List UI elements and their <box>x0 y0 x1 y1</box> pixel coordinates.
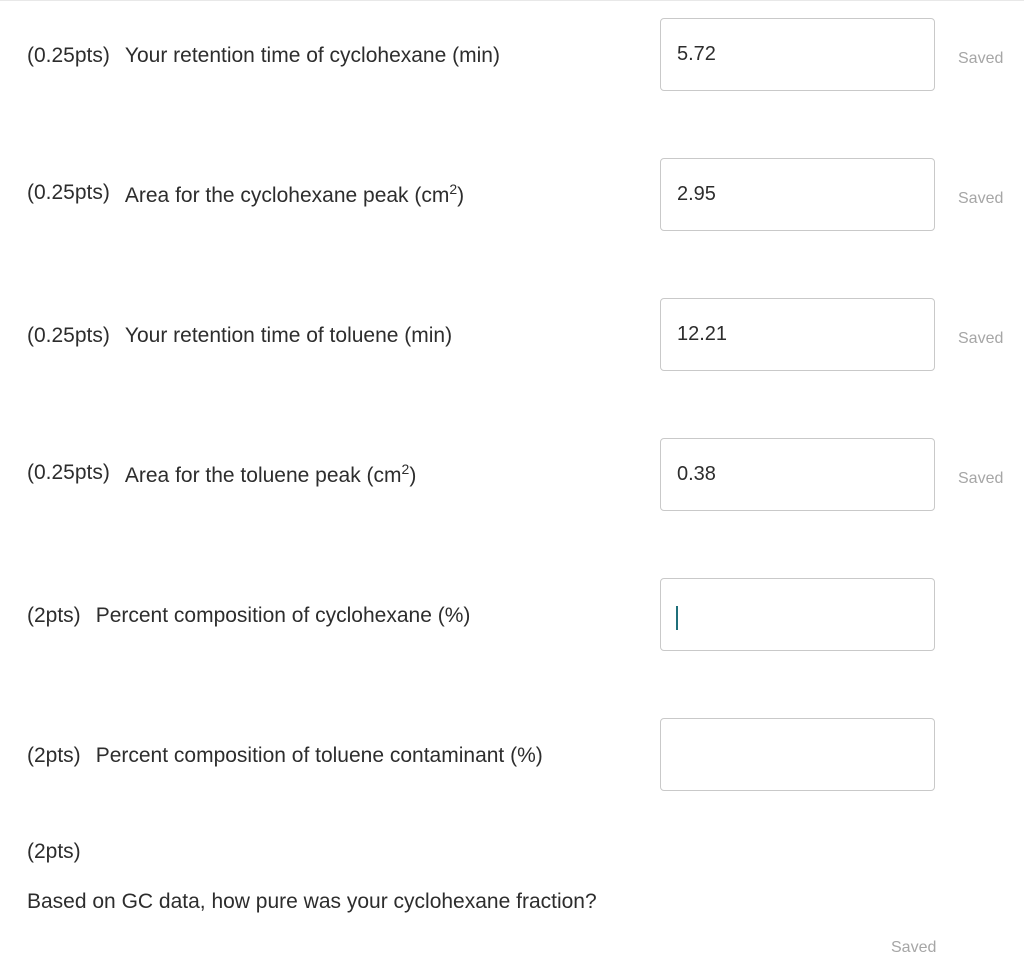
question-points: (0.25pts) <box>27 324 110 347</box>
unit-superscript: 2 <box>401 461 410 477</box>
question-points: (2pts) <box>27 744 81 767</box>
question-row <box>0 718 1024 794</box>
question-text-main: Area for the toluene peak (cm <box>124 464 402 487</box>
percent-toluene-input[interactable] <box>660 718 935 791</box>
question-text <box>124 461 417 488</box>
essay-points: (2pts) <box>27 840 81 863</box>
question-text: Percent composition of cyclohexane (%) <box>95 604 471 627</box>
saved-status: Saved <box>958 330 1004 347</box>
question-label <box>27 438 416 514</box>
question-label <box>27 158 464 234</box>
retention-time-toluene-input[interactable] <box>660 298 935 371</box>
question-points: (2pts) <box>27 604 81 627</box>
essay-prompt: Based on GC data, how pure was your cyclohexane fraction? <box>27 890 597 913</box>
question-text-main: Area for the cyclohexane peak (cm <box>124 184 450 207</box>
question-text <box>124 181 465 208</box>
saved-status: Saved <box>958 190 1004 207</box>
question-label <box>27 298 452 374</box>
question-label <box>27 578 470 654</box>
area-cyclohexane-peak-input[interactable] <box>660 158 935 231</box>
question-text: Percent composition of toluene contaminant (%) <box>95 744 543 767</box>
question-row <box>0 578 1024 654</box>
unit-superscript: 2 <box>449 181 458 197</box>
retention-time-cyclohexane-input[interactable] <box>660 18 935 91</box>
area-toluene-peak-input[interactable] <box>660 438 935 511</box>
question-row <box>0 438 1024 514</box>
question-row <box>0 18 1024 94</box>
text-caret <box>676 606 678 630</box>
saved-status: Saved <box>958 50 1004 67</box>
question-points: (0.25pts) <box>27 461 110 484</box>
question-text-end: ) <box>457 184 465 207</box>
question-text: Your retention time of toluene (min) <box>124 324 453 347</box>
saved-status: Saved <box>958 470 1004 487</box>
question-row <box>0 158 1024 234</box>
top-divider <box>0 0 1024 1</box>
question-text-end: ) <box>409 464 417 487</box>
essay-saved-status: Saved <box>891 939 937 956</box>
question-label <box>27 718 543 794</box>
question-row <box>0 298 1024 374</box>
question-points: (0.25pts) <box>27 44 110 67</box>
question-text: Your retention time of cyclohexane (min) <box>124 44 500 67</box>
question-label <box>27 18 500 94</box>
percent-cyclohexane-input[interactable] <box>660 578 935 651</box>
question-points: (0.25pts) <box>27 181 110 204</box>
